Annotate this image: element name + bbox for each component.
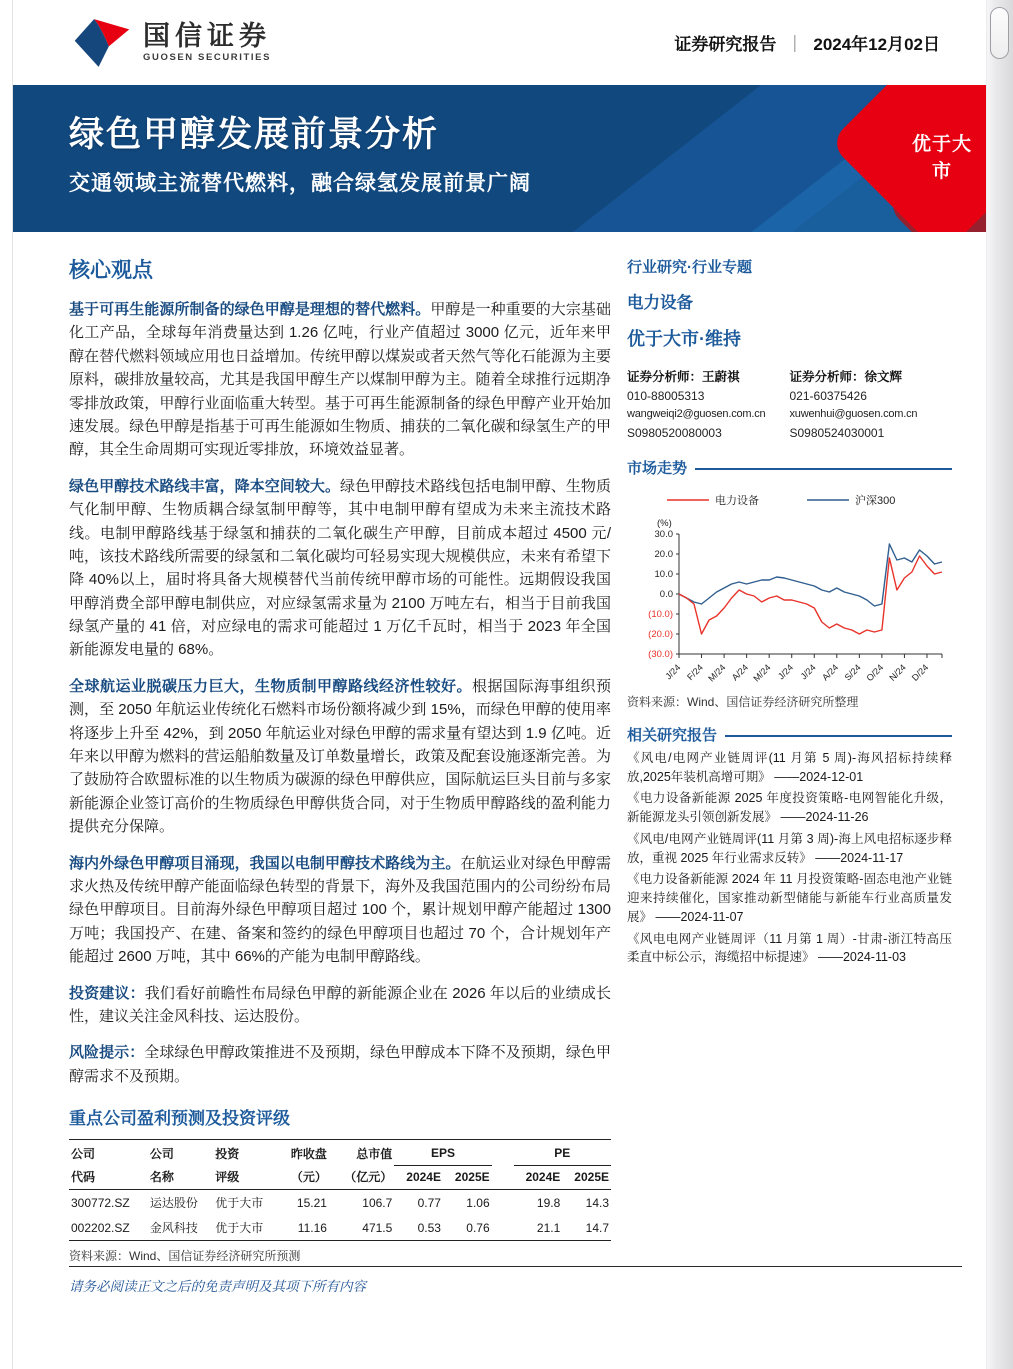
- report-item: 《电力设备新能源 2025 年度投资策略-电网智能化升级，新能源龙头引领创新发展》 ——2024-11-26: [627, 791, 952, 825]
- analyst-2: [790, 367, 953, 443]
- x-tick-label: F/24: [685, 662, 705, 682]
- table-cell: 金风科技: [148, 1215, 213, 1241]
- th-rating: 投资: [213, 1140, 278, 1166]
- main-column: [69, 248, 611, 1264]
- title-banner: [13, 85, 986, 232]
- axis-unit-label: (%): [657, 517, 672, 529]
- core-view-heading: 核心观点: [69, 259, 153, 282]
- table-cell: 14.7: [562, 1215, 611, 1241]
- paragraph-body: 在航运业对绿色甲醇需求火热及传统甲醇产能面临绿色转型的背景下，海外及我国范围内的公司纷纷布局绿色甲醇项目。目前海外绿色甲醇项目超过 100 个，累计规划甲醇产能超过 1300 万吨；我国投产、在建、备案和签约的绿色甲醇项目也超过 70 个，合计规划年产能超过 2600 万吨，其中 66%的产能为电制甲醇路线。: [69, 854, 611, 966]
- table-cell: 优于大市: [215, 1196, 264, 1211]
- table-cell: 14.3: [585, 1195, 609, 1210]
- table-cell: 15.21: [296, 1195, 327, 1210]
- brand-name-en: GUOSEN SECURITIES: [143, 51, 272, 63]
- table-row: [69, 1215, 611, 1241]
- analyst-phone: 021-60375426: [789, 389, 867, 403]
- legend-label: 沪深300: [855, 494, 896, 507]
- x-tick-label: J/24: [663, 662, 683, 682]
- core-paragraphs: [69, 298, 611, 1088]
- chart-series-沪深300: [679, 544, 942, 606]
- core-paragraph: [69, 298, 611, 462]
- table-header-row-1: [69, 1140, 611, 1166]
- doc-type-label: 证券研究报告: [674, 35, 777, 54]
- paragraph-body: 根据国际海事组织预测，至 2050 年航运业传统化石燃料市场份额将减少到 15%，而绿色甲醇的使用率将逐步上升至 42%，到 2050 年航运业对绿色甲醇的需求量有望达到 1.9 亿吨。近年来以甲醇为燃料的营运船舶数量及订单数量增长，政策及配套设施逐渐完善。为了鼓励符合欧盟标准的以生物质为碳源的绿色甲醇供应，国际航运巨头目前与多家新能源企业签订高价的生物质绿色甲醇供货合同，对于生物质甲醇路线的盈利能力提供充分保障。: [69, 677, 611, 836]
- table-cell: 优于大市: [213, 1215, 278, 1241]
- th-mcap: 总市值: [329, 1140, 394, 1166]
- y-tick-label: (10.0): [648, 608, 673, 620]
- paragraph-lead: 绿色甲醇技术路线丰富，降本空间较大。: [69, 477, 341, 495]
- legend-label: 电力设备: [715, 494, 759, 507]
- page-footer: [13, 1266, 986, 1369]
- analyst-cert: S0980524030001: [789, 425, 885, 440]
- report-date: 2024年12月02日: [813, 35, 940, 54]
- th-gap: [492, 1140, 514, 1166]
- report-title: 绿色甲醇发展前景分析: [69, 115, 440, 154]
- table-cell: 106.7: [362, 1195, 393, 1210]
- report-subtitle: 交通领域主流替代燃料，融合绿氢发展前景广阔: [69, 172, 531, 195]
- th-close: 昨收盘: [279, 1140, 329, 1166]
- market-trend-heading: 市场走势: [627, 457, 952, 478]
- x-tick-label: N/24: [887, 662, 908, 682]
- table-cell: 19.8: [536, 1195, 561, 1210]
- analyst-cert: S0980520080003: [627, 425, 722, 440]
- footer-disclaimer: 请务必阅读正文之后的免责声明及其项下所有内容: [69, 1279, 366, 1294]
- paragraph-body: 我们看好前瞻性布局绿色甲醇的新能源企业在 2026 年以后的业绩成长性，建议关注金风科技、运达股份。: [69, 984, 611, 1025]
- table-cell: 0.77: [417, 1195, 441, 1210]
- paragraph-lead: 风险提示：: [69, 1044, 145, 1062]
- market-trend-chart: [627, 482, 952, 682]
- y-tick-label: 0.0: [659, 588, 673, 600]
- report-item: 《风电/电网产业链周评(11 月第 5 周)-海风招标持续释放,2025年装机高增可期》 ——2024-12-01: [627, 750, 952, 784]
- paragraph-lead: 海内外绿色甲醇项目涌现，我国以电制甲醇技术路线为主。: [69, 854, 461, 872]
- header-meta: [674, 30, 958, 55]
- analyst-email: wangweiqi2@guosen.com.cn: [627, 408, 766, 421]
- y-tick-label: 20.0: [654, 548, 673, 560]
- scrollbar-track[interactable]: [986, 0, 1013, 1369]
- rating-badge: 优于大市: [911, 134, 972, 182]
- analyst-phone: 010-88005313: [627, 389, 705, 403]
- analyst-1: [627, 367, 790, 443]
- chart-series-电力设备: [679, 556, 942, 634]
- table-cell: 1.06: [466, 1195, 490, 1210]
- core-paragraph: [69, 982, 611, 1029]
- chart-source: 资料来源：Wind、国信证券经济研究所整理: [627, 694, 859, 709]
- y-tick-label: (30.0): [648, 648, 673, 660]
- report-item: 《电力设备新能源 2024 年 11 月投资策略-固态电池产业链迎来持续催化，国家推动新型储能与新能车行业高质量发展》 ——2024-11-07: [627, 872, 952, 924]
- x-tick-label: M/24: [751, 662, 773, 682]
- guosen-logo-icon: [73, 18, 131, 68]
- paragraph-body: 绿色甲醇技术路线包括电制甲醇、生物质气化制甲醇、生物质耦合绿氢制甲醇等，其中电制甲醇有望成为未来主流技术路线。电制甲醇路线基于绿氢和捕获的二氧化碳生产甲醇，目前成本超过 4500 元/吨，该技术路线所需要的绿氢和二氧化碳均可轻易实现大规模供应，未来有希望下降 40%以上，届时将具备大规模替代当前传统甲醇市场的可能性。远期假设我国甲醇消费全部甲醇电制供应，对应绿氢需求量为 2100 万吨左右，相当于目前我国绿氢产量的 41 倍，对应绿电的需求可能超过 1 万亿千瓦时，相当于 2023 年全国新能源发电量的 68%。: [69, 477, 611, 659]
- paragraph-body: 甲醇是一种重要的大宗基础化工产品，全球每年消费量达到 1.26 亿吨，行业产值超过 3000 亿元，近年来甲醇在替代燃料领域应用也日益增加。传统甲醇以煤炭或者天然气等化石能源为主要原料，碳排放量较高，尤其是我国甲醇生产以煤制甲醇为主。随着全球推行远期净零排放政策，甲醇行业面临重大转型。基于可再生能源制备的绿色甲醇产业开始加速发展。绿色甲醇是指基于可再生能源如生物质、捕获的二氧化碳和绿氢生产的甲醇，其全生命周期可实现近零排放，环境效益显著。: [69, 301, 611, 459]
- x-tick-label: J/24: [798, 662, 818, 682]
- table-cell: 300772.SZ: [71, 1195, 130, 1210]
- page-header: [13, 0, 986, 85]
- table-source: 资料来源：Wind、国信证券经济研究所预测: [69, 1249, 301, 1264]
- sidebar-category: 行业研究·行业专题: [627, 259, 752, 276]
- report-item: 《风电/电网产业链周评(11 月第 3 周)-海上风电招标逐步释放，重视 2025 年行业需求反转》 ——2024-11-17: [627, 831, 952, 865]
- x-tick-label: A/24: [820, 662, 841, 682]
- paragraph-lead: 全球航运业脱碳压力巨大，生物质制甲醇路线经济性较好。: [69, 677, 472, 695]
- y-tick-label: (20.0): [648, 628, 673, 640]
- x-tick-label: M/24: [706, 662, 728, 682]
- brand: [73, 18, 271, 68]
- table-row: [69, 1190, 611, 1216]
- core-paragraph: [69, 675, 611, 839]
- core-paragraph: [69, 1041, 611, 1088]
- related-reports-list: [627, 749, 952, 967]
- report-item: 《风电电网产业链周评（11 月第 1 周）-甘肃-浙江特高压柔直中标公示，海缆招中标提速》 ——2024-11-03: [627, 931, 952, 965]
- table-cell: 471.5: [329, 1215, 394, 1241]
- sidebar-rating: 优于大市·维持: [627, 329, 741, 349]
- x-tick-label: A/24: [729, 662, 751, 682]
- analyst-email: xuwenhui@guosen.com.cn: [789, 408, 918, 421]
- sidebar-column: [627, 248, 952, 1264]
- table-cell: 0.76: [443, 1215, 492, 1241]
- header-divider: ｜: [786, 35, 804, 54]
- table-cell: 002202.SZ: [69, 1215, 148, 1241]
- x-tick-label: S/24: [842, 662, 863, 682]
- core-paragraph: [69, 475, 611, 662]
- company-table: [69, 1139, 611, 1241]
- th-pe-group: PE: [514, 1140, 611, 1166]
- brand-name-cn: 国信证券: [143, 21, 271, 52]
- core-paragraph: [69, 852, 611, 969]
- table-header-row-2: 代码 名称 评级 （元） （亿元） 2024E 2025E 2024E 2025E: [69, 1165, 611, 1190]
- related-reports-heading: 相关研究报告: [627, 724, 952, 745]
- table-cell: 运达股份: [149, 1196, 198, 1211]
- th-eps-group: EPS: [394, 1140, 491, 1166]
- sidebar-industry: 电力设备: [627, 294, 693, 312]
- x-tick-label: J/24: [776, 662, 796, 682]
- y-tick-label: 10.0: [654, 568, 673, 580]
- table-cell: 0.53: [394, 1215, 443, 1241]
- analysts-block: [627, 367, 952, 443]
- paragraph-lead: 基于可再生能源所制备的绿色甲醇是理想的替代燃料。: [69, 301, 431, 318]
- table-cell: 21.1: [514, 1215, 563, 1241]
- paragraph-lead: 投资建议：: [69, 984, 145, 1002]
- content: [13, 232, 986, 1264]
- footer-divider: [69, 1266, 962, 1267]
- scrollbar-thumb[interactable]: [990, 7, 1009, 59]
- paragraph-body: 全球绿色甲醇政策推进不及预期，绿色甲醇成本下降不及预期，绿色甲醇需求不及预期。: [69, 1044, 611, 1085]
- x-tick-label: D/24: [909, 662, 931, 682]
- analyst-name: 证券分析师：王蔚祺: [627, 370, 740, 384]
- th-code: 公司: [69, 1140, 148, 1166]
- brand-text: [143, 22, 271, 63]
- analyst-name: 证券分析师：徐文辉: [789, 370, 903, 384]
- th-name: 公司: [148, 1140, 213, 1166]
- company-table-heading: 重点公司盈利预测及投资评级: [69, 1109, 290, 1129]
- table-cell: 11.16: [279, 1215, 329, 1241]
- x-tick-label: O/24: [864, 662, 886, 682]
- report-page: [12, 0, 986, 1369]
- y-tick-label: 30.0: [654, 528, 673, 540]
